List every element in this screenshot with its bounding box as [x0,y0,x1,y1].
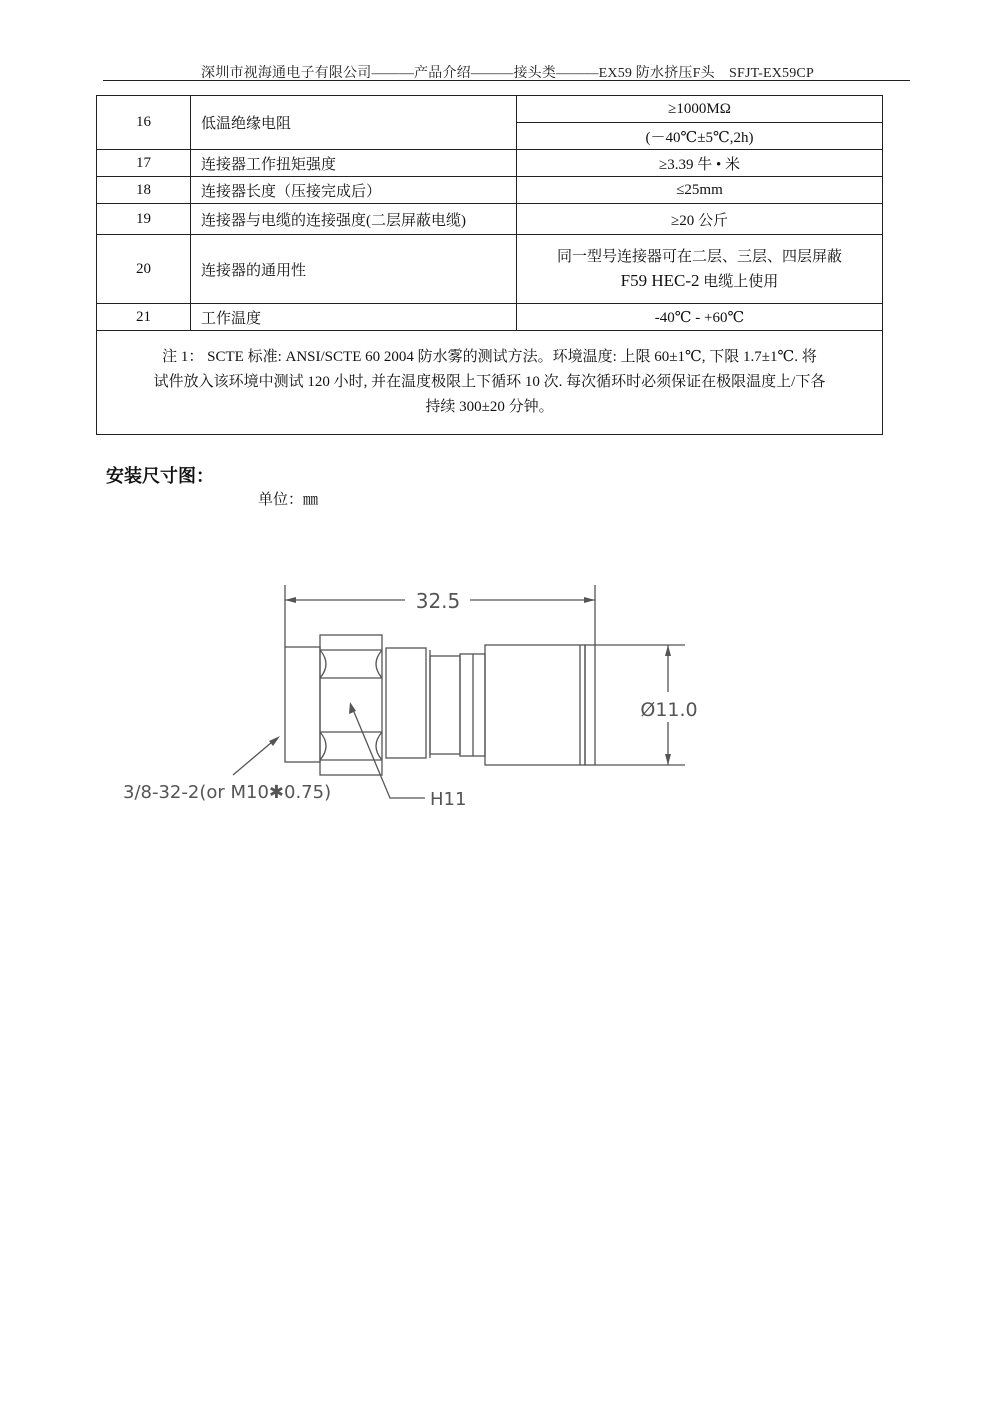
table-row [97,204,883,235]
section-title: 安装尺寸图： [106,466,214,487]
connector-neck [430,656,460,754]
connector-nose [285,647,320,762]
row-number: 16 [97,96,191,150]
connector-collar [386,648,426,758]
note-line: 持续 300±20 分钟。 [425,399,554,415]
note-cell [97,331,883,435]
row-value: ≤25mm [517,177,883,204]
crimp-sleeve [485,645,585,765]
row-value [517,235,883,304]
row-item: 连接器的通用性 [191,235,517,304]
row-value-line1: 同一型号连接器可在二层、三层、四层屏蔽 [556,248,842,265]
unit-label: 单位：㎜ [258,492,319,508]
note-row [97,331,883,435]
row-number: 17 [97,150,191,177]
row-item: 连接器与电缆的连接强度(二层屏蔽电缆) [191,204,517,235]
thread-leader [233,742,272,775]
connector-dimension-drawing [100,570,720,820]
cable-model: F59 HEC-2 [620,270,700,290]
table-row [97,235,883,304]
cable-usage: 电缆上使用 [699,273,779,290]
page-header-title: 深圳市视海通电子有限公司———产品介绍———接头类———EX59 防水挤压F头 SFJT-EX59CP [201,66,814,81]
row-number: 18 [97,177,191,204]
row-number: 19 [97,204,191,235]
note-line: 试件放入该环境中测试 120 小时, 并在温度极限上下循环 10 次. 每次循环时必须保证在极限温度上/下各 [153,374,826,390]
row-number: 21 [97,304,191,331]
row-value: (－40℃±5℃,2h) [517,123,883,150]
row-value-line2 [517,269,882,294]
row-item: 连接器长度（压接完成后） [191,177,517,204]
thread-spec-label: 3/8-32-2(or M10✱0.75) [123,782,332,803]
row-value: ≥1000MΩ [517,96,883,123]
row-value: ≥3.39 牛 • 米 [517,150,883,177]
table-row [97,96,883,123]
row-item: 工作温度 [191,304,517,331]
row-number: 20 [97,235,191,304]
hex-leader [354,712,425,798]
row-value: -40℃ - +60℃ [517,304,883,331]
row-value: ≥20 公斤 [517,204,883,235]
header-divider [103,80,910,81]
table-row [97,177,883,204]
row-item: 低温绝缘电阻 [191,96,517,150]
hex-size-label: H11 [430,789,467,810]
row-item: 连接器工作扭矩强度 [191,150,517,177]
table-row [97,304,883,331]
length-dimension-label: 32.5 [415,589,461,613]
table-row [97,150,883,177]
note-line: 注 1： SCTE 标准: ANSI/SCTE 60 2004 防水雾的测试方法。环境温度: 上限 60±1℃, 下限 1.7±1℃. 将 [162,349,817,365]
diameter-dimension-label: Ø11.0 [640,699,698,721]
spec-table [96,95,883,435]
